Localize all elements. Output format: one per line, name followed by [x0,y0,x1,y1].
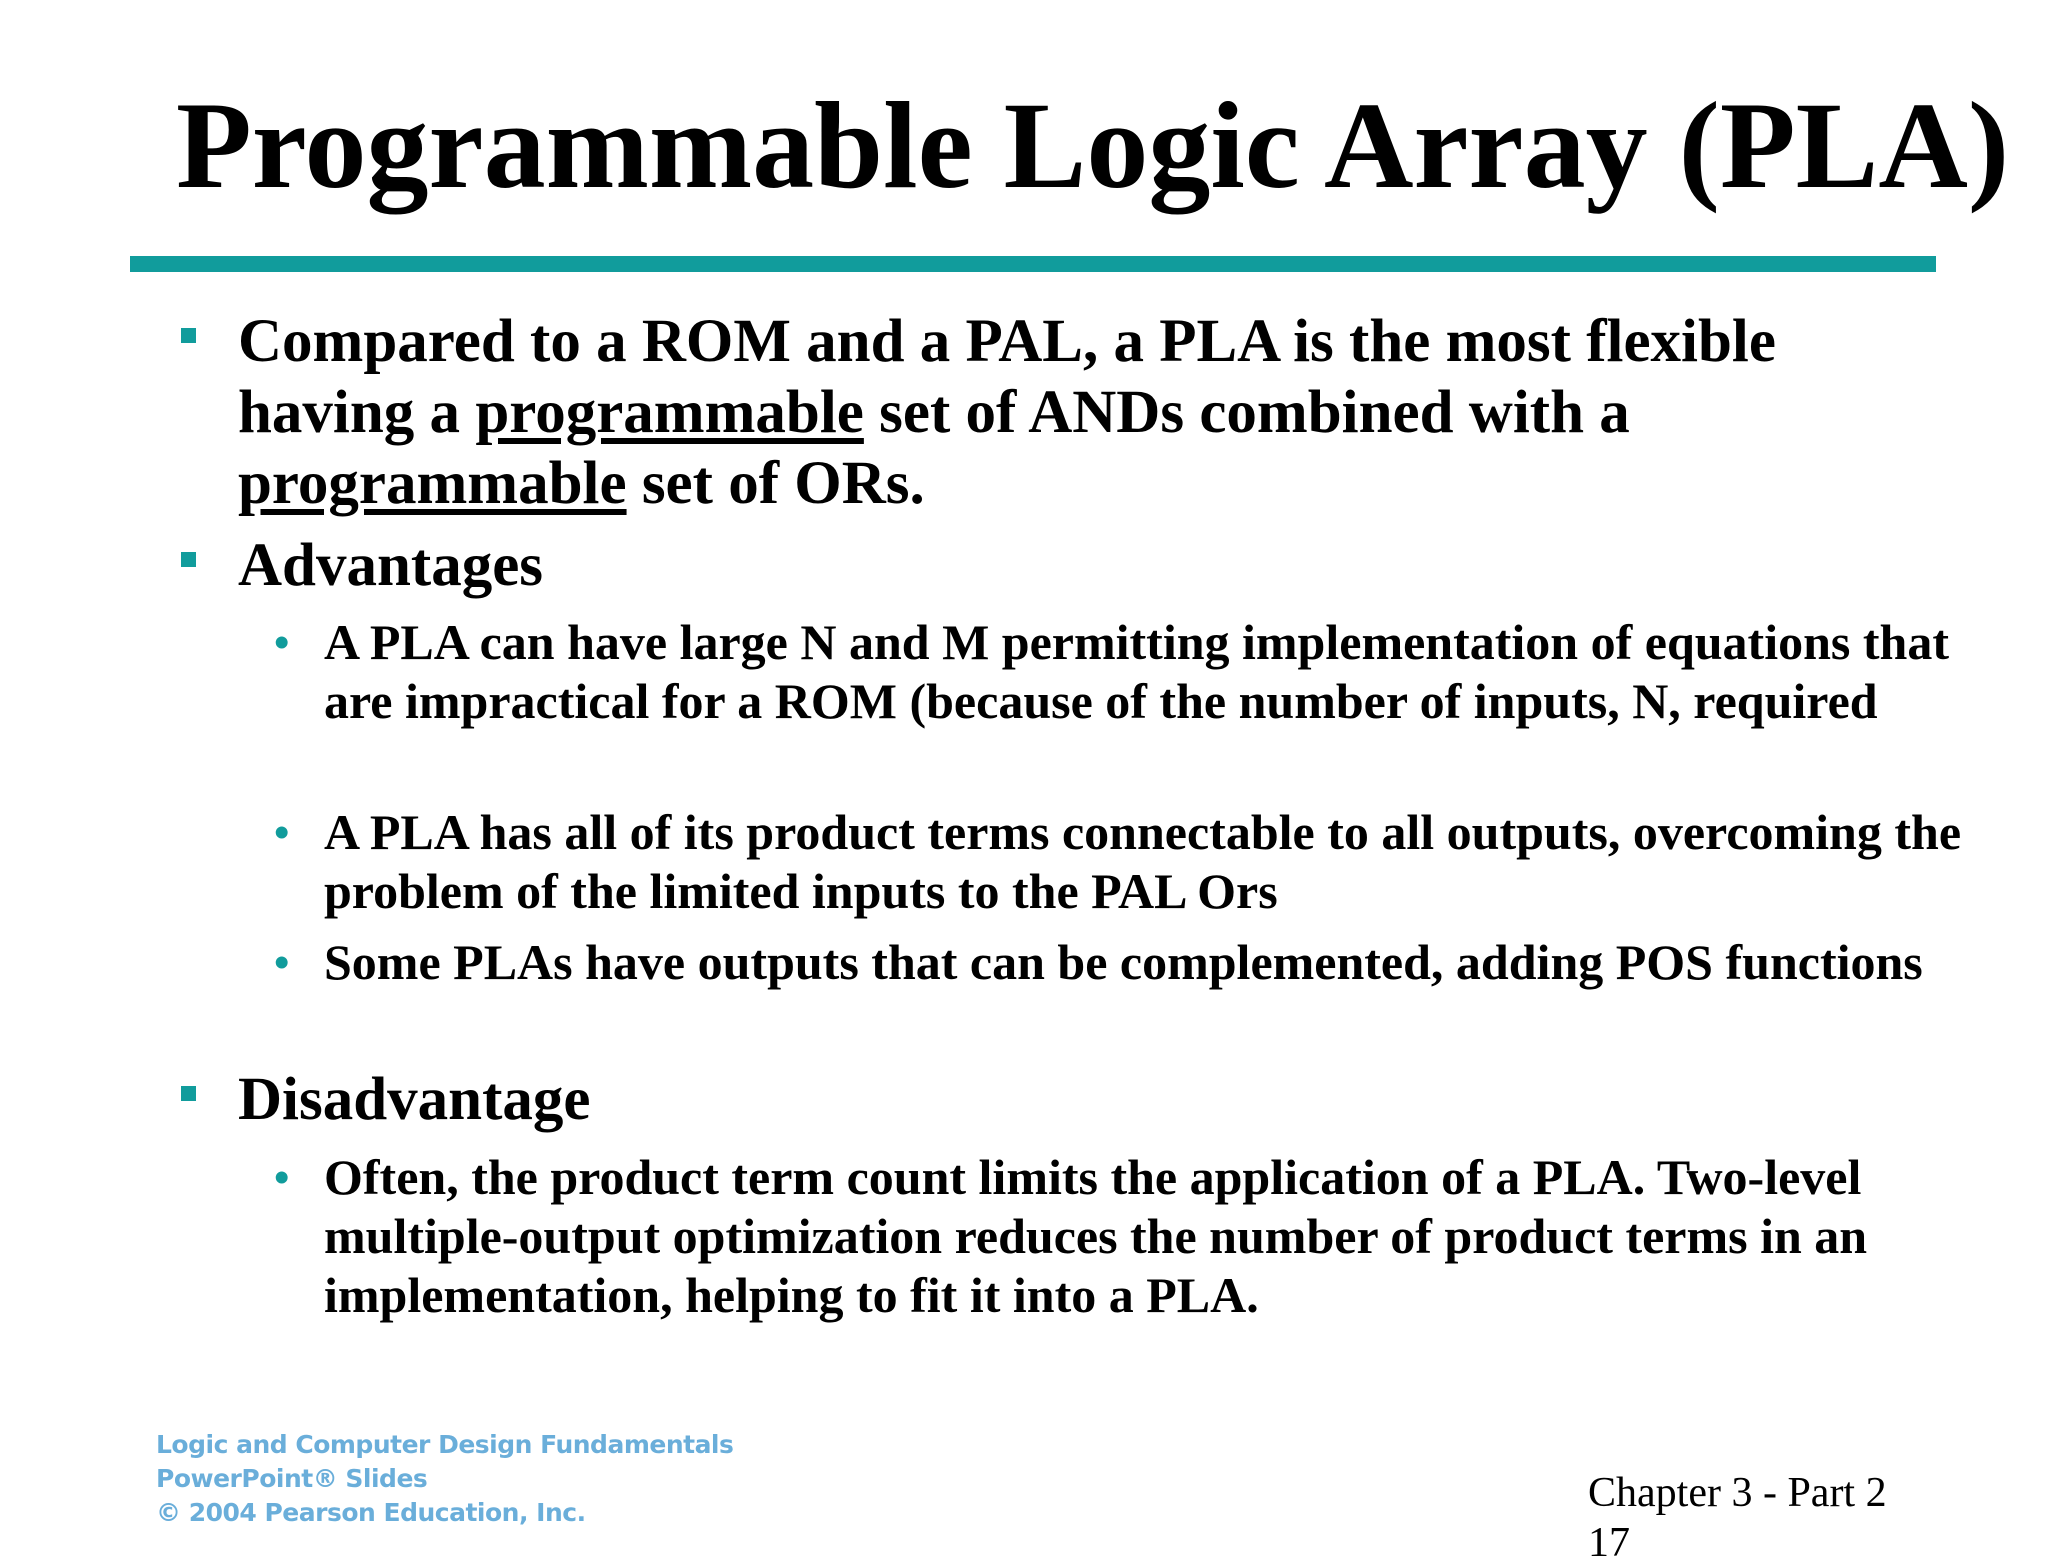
square-bullet-icon [181,1086,196,1101]
underlined-term: programmable [238,450,627,517]
bullet-comparison [238,306,1938,519]
logo-line: PowerPoint® Slides [156,1464,428,1493]
logo-line: © 2004 Pearson Education, Inc. [156,1498,586,1527]
square-bullet-icon [181,328,196,343]
square-bullet-icon [181,552,196,567]
bullet-heading: Advantages [238,532,544,599]
sub-bullet-text: A PLA has all of its product terms connectable to all outputs, overcoming the problem of the limited inputs to the PAL Ors [324,804,1962,919]
chapter-label: Chapter 3 - Part 2 [1588,1470,1887,1516]
sub-bullet-text: Often, the product term count limits the application of a PLA. Two-level multiple-output optimization reduces the number of product terms in an implementation, helping to fit it into a PLA. [324,1149,1868,1323]
dot-bullet-icon: • [274,808,290,857]
sub-bullet-text: Some PLAs have outputs that can be complemented, adding POS functions [324,934,1923,990]
bullet-text: set of ORs. [626,450,925,517]
sub-bullet-disadvantage-1 [274,1148,1964,1325]
logo-line: Logic and Computer Design Fundamentals [156,1430,734,1459]
bullet-text: set of ANDs combined with a [863,379,1630,446]
publisher-logo [156,1428,733,1530]
sub-bullet-advantage-1 [274,613,1964,731]
underlined-term: programmable [475,379,864,446]
sub-bullet-advantage-3 [274,933,1964,992]
bullet-text: Compared to a ROM and a PAL, a PLA is the most flexible having a [238,308,1776,446]
bullet-disadvantage [238,1064,1938,1135]
slide-title: Programmable Logic Array (PLA) [176,77,2010,214]
sub-bullet-text: A PLA can have large N and M permitting implementation of equations that are impractical for a ROM (because of the number of inputs, N, required [324,614,1949,729]
dot-bullet-icon: • [274,938,290,987]
bullet-heading: Disadvantage [238,1066,591,1133]
dot-bullet-icon: • [274,618,290,667]
bullet-advantages [238,530,1938,601]
sub-bullet-advantage-2 [274,803,1964,921]
page-number: 17 [1588,1520,1630,1566]
dot-bullet-icon: • [274,1153,290,1202]
title-divider [130,256,1936,272]
